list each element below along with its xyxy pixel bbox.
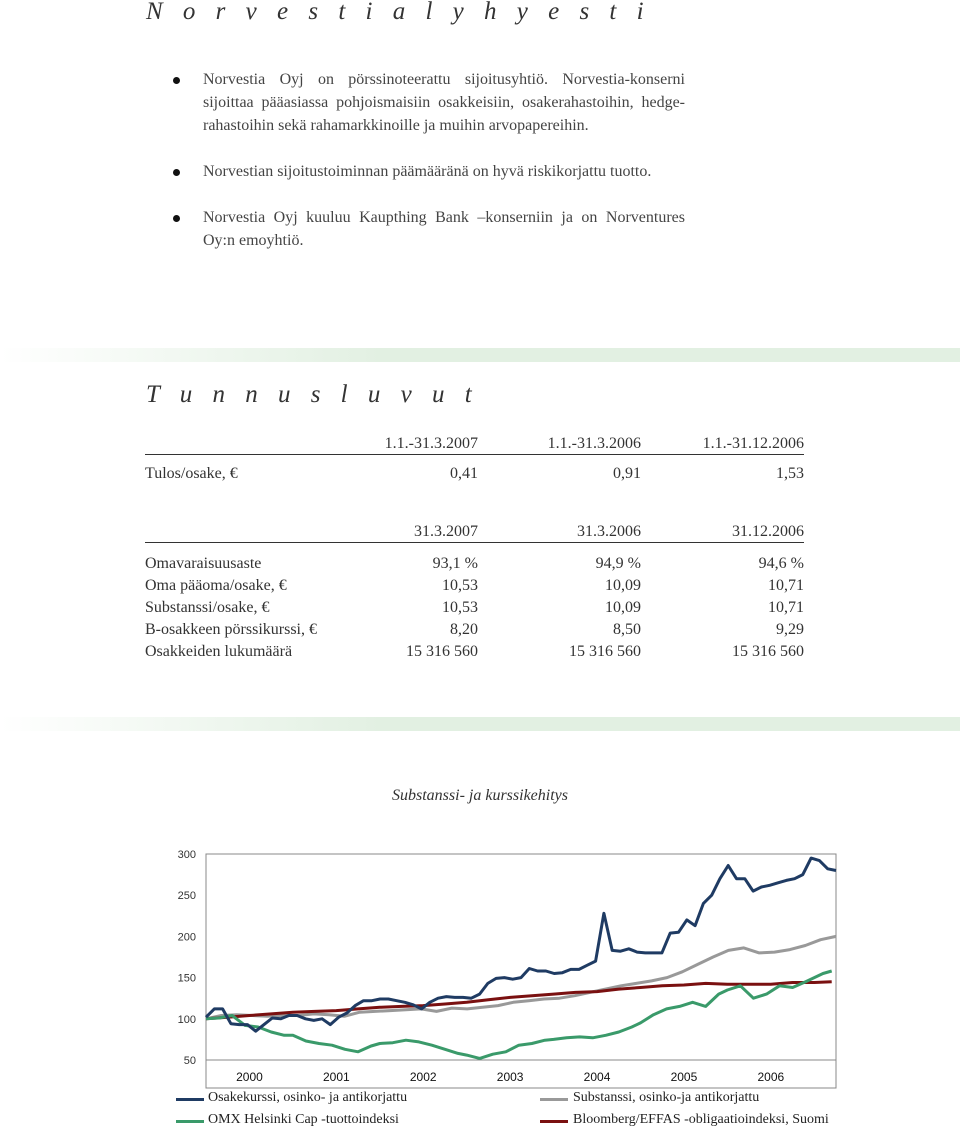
y-tick-label: 50 [183,1055,196,1067]
y-tick-label: 300 [177,849,196,861]
section-title-key-figures: T u n n u s l u v u t [146,381,479,408]
y-tick-label: 200 [177,931,196,944]
bullet-item: Norvestia Oyj kuuluu Kaupthing Bank –konserniin ja on Norventures Oy:n emoyhtiö. [145,206,685,252]
x-tick-label: 2006 [757,1070,785,1084]
table-header-row: 1.1.-31.3.2007 1.1.-31.3.2006 1.1.-31.12.2006 [145,434,804,455]
legend-label: Substanssi, osinko-ja antikorjattu [573,1090,760,1105]
legend-swatch [540,1120,568,1123]
table-row: Substanssi/osake, € 10,53 10,09 10,71 [145,599,804,616]
plot-area [206,854,836,1060]
legend-label: OMX Helsinki Cap -tuottoindeksi [208,1112,399,1127]
y-tick-label: 100 [177,1013,196,1026]
y-tick-label: 150 [177,972,196,985]
chart-title: Substanssi- ja kurssikehitys [392,787,568,804]
legend-swatch [176,1120,204,1123]
x-tick-label: 2000 [236,1070,263,1084]
table-row: Omavaraisuusaste 93,1 % 94,9 % 94,6 % [145,555,804,572]
x-tick-label: 2005 [670,1070,698,1084]
table-header-row: 31.3.2007 31.3.2006 31.12.2006 [145,522,804,543]
x-tick-label: 2002 [409,1070,437,1084]
bullet-item: Norvestian sijoitustoiminnan päämääränä on hyvä riskikorjattu tuotto. [145,160,685,183]
y-tick-label: 250 [177,890,196,903]
table-row: B-osakkeen pörssikurssi, € 8,20 8,50 9,29 [145,621,804,638]
x-tick-label: 2004 [583,1070,611,1084]
bullet-item: Norvestia Oyj on pörssinoteerattu sijoitusyhtiö. Norvestia-konserni sijoittaa pääasiassa pohjoismaisiin osakkeisiin, osakerahastoihin, hedge-rahastoihin sekä rahamarkkinoille ja muihin arvopapereihin. [145,68,685,137]
table-row: Osakkeiden lukumäärä 15 316 560 15 316 560 15 316 560 [145,643,804,660]
legend-swatch [540,1098,568,1101]
legend-label: Osakekurssi, osinko- ja antikorjattu [208,1090,408,1105]
table-row: Tulos/osake, € 0,41 0,91 1,53 [145,464,804,482]
table-row: Oma pääoma/osake, € 10,53 10,09 10,71 [145,577,804,594]
section-title-intro: N o r v e s t i a l y h y e s t i [146,0,651,25]
x-tick-label: 2001 [322,1070,350,1084]
legend-label: Bloomberg/EFFAS -obligaatioindeksi, Suomi [573,1112,829,1127]
legend-swatch [176,1098,204,1101]
x-tick-label: 2003 [496,1070,524,1084]
